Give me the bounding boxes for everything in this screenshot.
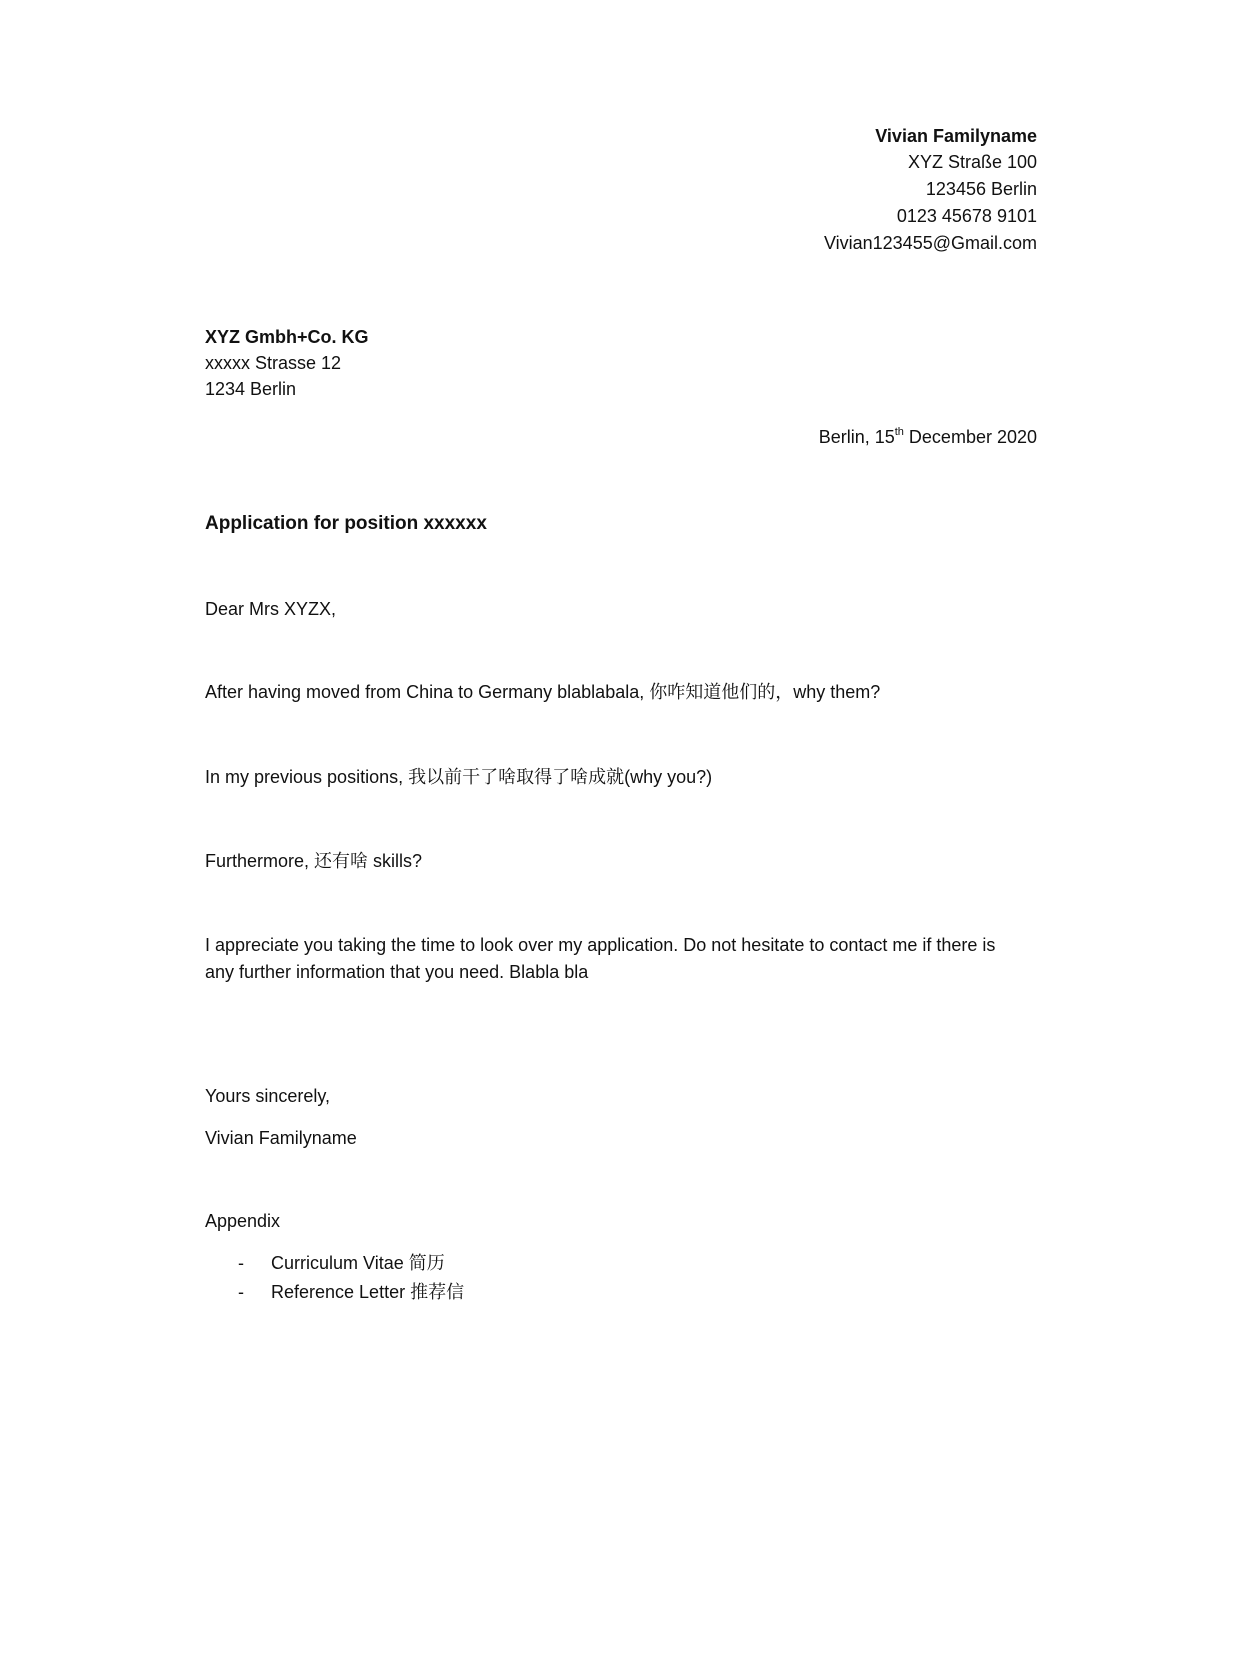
appendix-item-label: Curriculum Vitae 简历 [271,1253,445,1273]
list-dash: - [238,1253,244,1273]
recipient-street: xxxxx Strasse 12 [205,353,342,373]
recipient-city: 1234 Berlin [205,379,297,399]
paragraph-1: After having moved from China to Germany blablabala, 你咋知道他们的，why them? [205,682,881,702]
sender-email: Vivian123455@Gmail.com [823,233,1037,253]
subject-heading: Application for position xxxxxx [205,513,487,534]
paragraph-3: Furthermore, 还有啥 skills? [205,851,423,871]
sender-city: 123456 Berlin [925,179,1037,199]
date-prefix: Berlin, 15 [818,427,895,447]
sender-phone: 0123 45678 9101 [896,206,1037,226]
closing-phrase: Yours sincerely, [205,1086,331,1106]
sender-name: Vivian Familyname [875,126,1037,146]
paragraph-4-line-1: I appreciate you taking the time to look over my application. Do not hesitate to contact me if there is [205,935,996,955]
date-ordinal-suffix: th [894,426,904,438]
recipient-company: XYZ Gmbh+Co. KG [205,327,369,347]
date-rest: December 2020 [903,427,1037,447]
closing-name: Vivian Familyname [205,1128,357,1148]
paragraph-2: In my previous positions, 我以前干了啥取得了啥成就(why you?) [205,767,713,787]
list-dash: - [238,1282,244,1302]
appendix-title: Appendix [205,1211,281,1231]
sender-street: XYZ Straße 100 [907,152,1037,172]
salutation: Dear Mrs XYZX, [205,599,337,619]
letter-date [819,424,1037,450]
appendix-item-label: Reference Letter 推荐信 [271,1282,465,1302]
paragraph-4-line-2: any further information that you need. Blabla bla [205,962,589,982]
